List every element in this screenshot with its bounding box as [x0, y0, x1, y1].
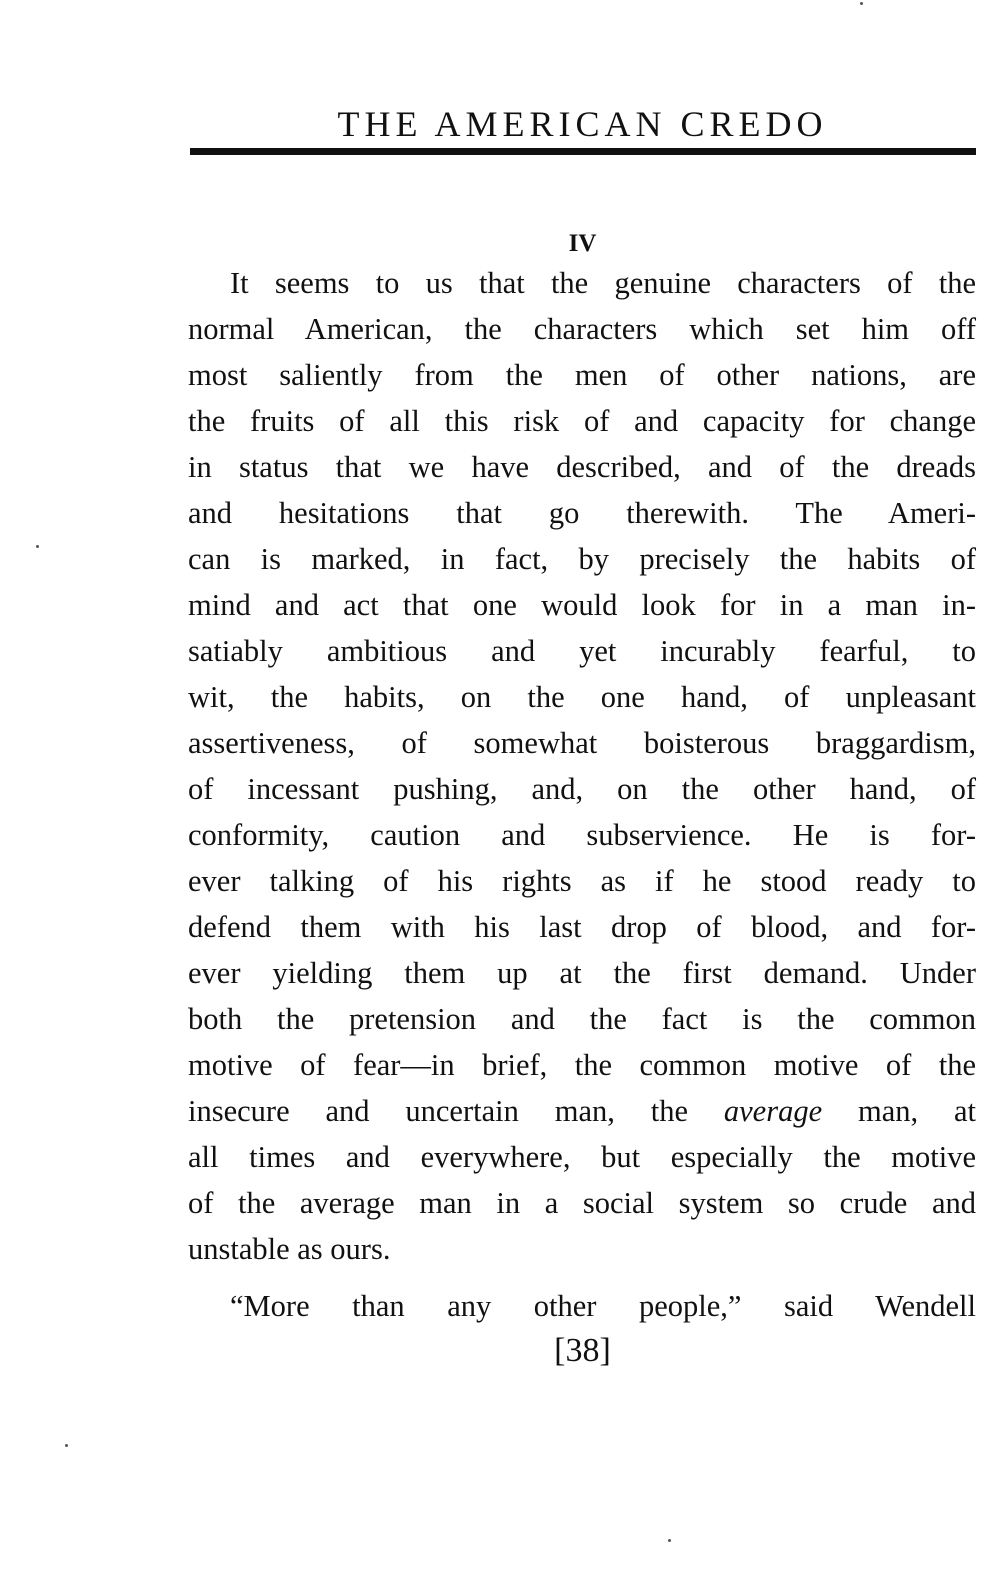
text-line: ever yielding them up at the first demand. Under — [188, 956, 976, 990]
text-line: of the average man in a social system so crude and — [188, 1186, 976, 1220]
text-line: conformity, caution and subservience. He is for- — [188, 818, 976, 852]
text-line: wit, the habits, on the one hand, of unpleasant — [188, 680, 976, 714]
running-head-rule — [190, 148, 976, 155]
text-line: most saliently from the men of other nations, are — [188, 358, 976, 392]
text-line: ever talking of his rights as if he stood ready to — [188, 864, 976, 898]
running-head: THE AMERICAN CREDO — [337, 104, 828, 144]
text-line: unstable as ours. — [188, 1232, 391, 1266]
italic-word: average — [723, 1094, 823, 1128]
page-number: [38] — [554, 1332, 611, 1369]
scan-speck — [36, 545, 39, 548]
text-line: of incessant pushing, and, on the other hand, of — [188, 772, 976, 806]
text-line: all times and everywhere, but especially the motive — [188, 1140, 976, 1174]
text-line: the fruits of all this risk of and capacity for change — [188, 404, 976, 438]
text-line: satiably ambitious and yet incurably fearful, to — [188, 634, 976, 668]
text-line-with-italic — [188, 1088, 976, 1134]
text-line: normal American, the characters which set him off — [188, 312, 976, 346]
text-line: defend them with his last drop of blood, and for- — [188, 910, 976, 944]
section-number: IV — [568, 229, 597, 257]
text-fragment: man, at — [822, 1094, 976, 1128]
body-paragraph — [188, 260, 976, 1272]
text-line: It seems to us that the genuine characters of the — [230, 266, 976, 300]
body-paragraph — [188, 1283, 976, 1329]
text-line: can is marked, in fact, by precisely the habits of — [188, 542, 976, 576]
text-line: “More than any other people,” said Wendell — [230, 1289, 976, 1323]
scan-speck — [860, 2, 863, 5]
text-line: in status that we have described, and of the dreads — [188, 450, 976, 484]
text-line: and hesitations that go therewith. The Ameri- — [188, 496, 976, 530]
text-line: motive of fear—in brief, the common motive of the — [188, 1048, 976, 1082]
text-line: assertiveness, of somewhat boisterous braggardism, — [188, 726, 976, 760]
scan-speck — [65, 1444, 68, 1447]
text-line: both the pretension and the fact is the common — [188, 1002, 976, 1036]
text-fragment: insecure and uncertain man, the — [188, 1094, 724, 1128]
scan-speck — [668, 1539, 671, 1542]
text-line: mind and act that one would look for in a man in- — [188, 588, 976, 622]
